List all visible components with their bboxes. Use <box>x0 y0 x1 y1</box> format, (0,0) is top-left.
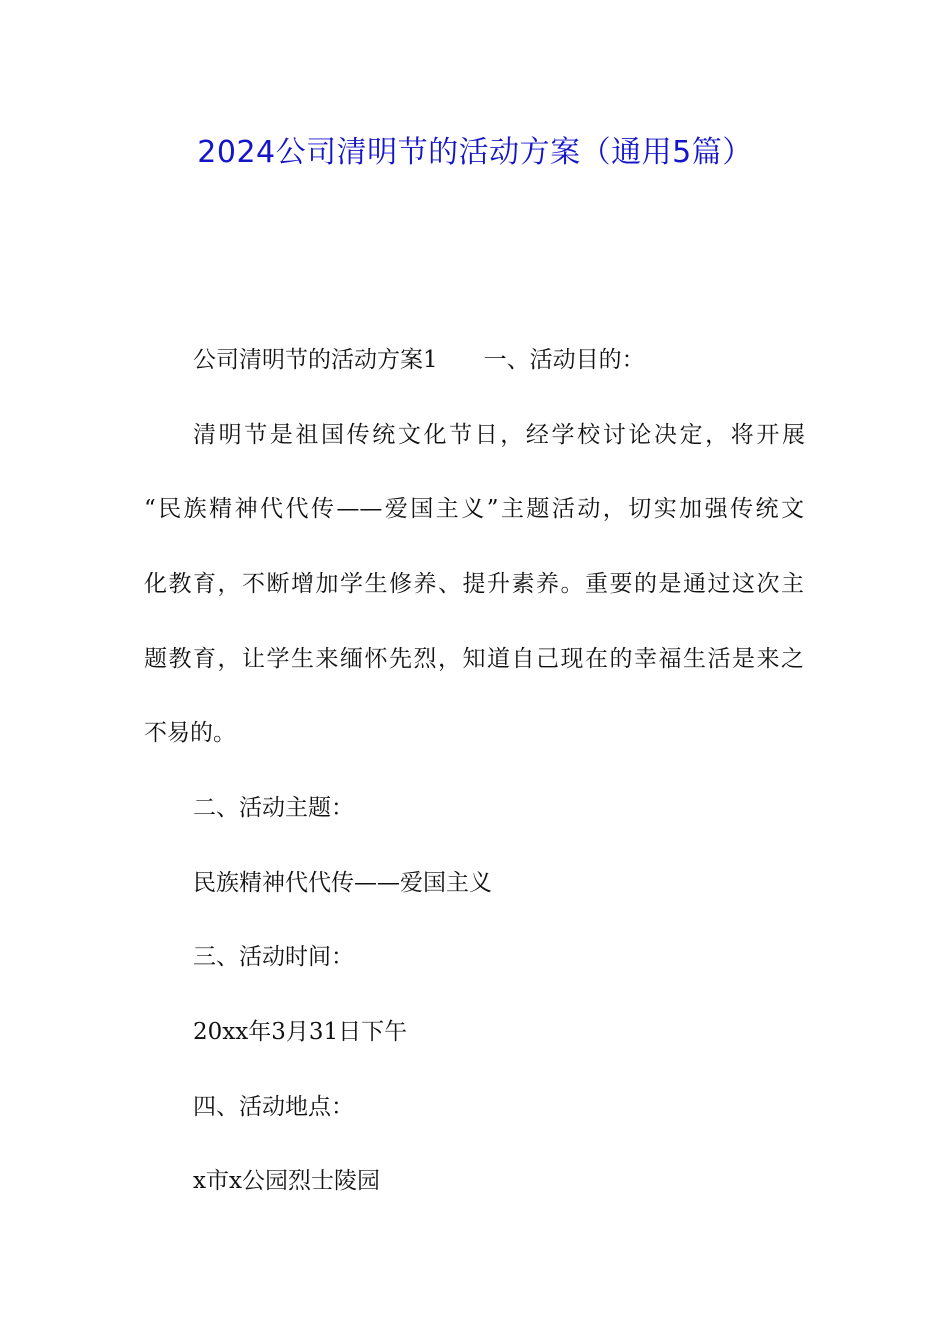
body-line-3: 化教育，不断增加学生修养、提升素养。重要的是通过这次主 <box>144 571 804 597</box>
location-text: x市x公园烈士陵园 <box>193 1168 380 1194</box>
section-heading-time: 三、活动时间： <box>193 944 354 970</box>
paragraph-heading-line <box>193 340 645 380</box>
body-line-5: 不易的。 <box>144 720 236 746</box>
document-title: 2024公司清明节的活动方案（通用5篇） <box>197 135 753 170</box>
body-line-2: “民族精神代代传——爱国主义”主题活动，切实加强传统文 <box>144 496 804 522</box>
body-line-1: 清明节是祖国传统文化节日，经学校讨论决定，将开展 <box>193 422 805 448</box>
section-heading-purpose: 一、活动目的： <box>483 347 645 373</box>
time-text: 20xx年3月31日下午 <box>193 1019 408 1045</box>
section-heading-location: 四、活动地点： <box>193 1094 354 1120</box>
theme-text: 民族精神代代传——爱国主义 <box>193 870 492 896</box>
section-heading-theme: 二、活动主题： <box>193 795 354 821</box>
body-line-4: 题教育，让学生来缅怀先烈，知道自己现在的幸福生活是来之 <box>144 646 804 672</box>
plan-heading: 公司清明节的活动方案1 <box>193 347 438 373</box>
